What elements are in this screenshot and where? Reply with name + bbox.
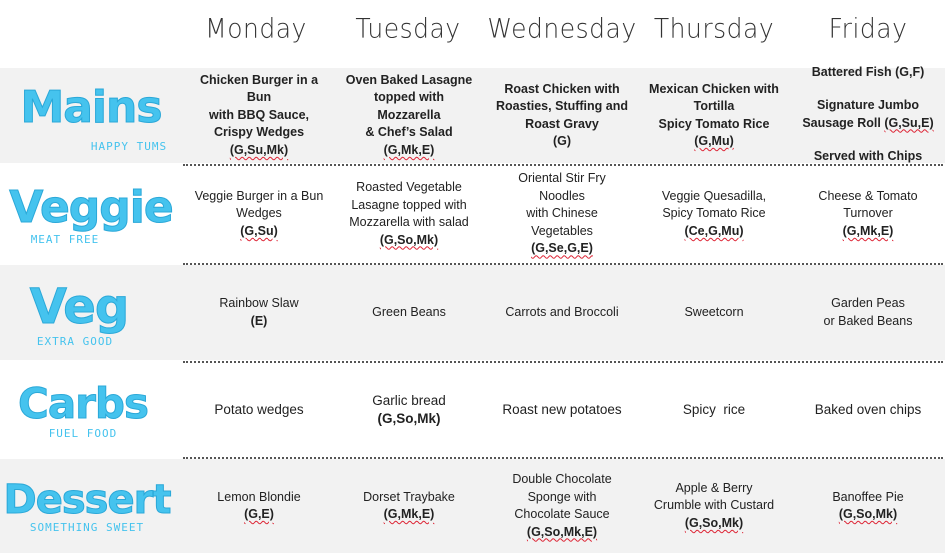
day-thursday: Thursday [653,13,775,44]
allergen-codes: (G) [552,134,572,148]
menu-cell: Battered Fish (G,F) Signature Jumbo Sausage Roll (G,Su,E) Served with Chips [802,65,934,163]
allergen-codes: (G,So,Mk) [838,507,898,521]
menu-cell: Roast new potatoes [502,401,622,417]
category-title: Dessert [3,477,171,523]
category-title: Mains [20,82,162,133]
allergen-codes: (G,Se,G,E) [531,241,593,256]
menu-cell: Dorset Traybake (G,Mk,E) [333,459,485,553]
row-veggie [0,166,945,262]
menu-cell: Garden Peas or Baked Beans [823,296,913,328]
row-carbs [0,363,945,456]
category-mains [0,68,175,163]
category-title: Carbs [18,379,148,428]
menu-cell: Oriental Stir Fry Noodles with Chinese Vegetables (G,Se,G,E) [486,166,638,262]
allergen-codes: (Ce,G,Mu) [684,223,744,238]
day-monday: Monday [205,13,307,44]
menu-cell: Spicy rice [682,401,746,417]
allergen-codes: (G,Su) [240,223,278,238]
menu-cell: Oven Baked Lasagne topped with Mozzarella & Chef’s Salad (G,Mk,E) [333,68,485,163]
menu-cell: Banoffee Pie (G,So,Mk) [792,459,944,553]
allergen-codes: (G,Mk,E) [842,223,894,238]
allergen-codes: (G,So,Mk,E) [526,524,598,539]
menu-cell: Rainbow Slaw (E) [183,265,335,360]
menu-cell: Chicken Burger in a Bun with BBQ Sauce, Crispy Wedges (G,Su,Mk) [183,68,335,163]
menu-cell: Potato wedges [214,401,304,417]
allergen-codes: (G,E) [244,507,274,521]
category-title: Veggie [9,182,173,233]
category-dessert [0,459,175,553]
menu-cell: Mexican Chicken with Tortilla Spicy Tomato Rice (G,Mu) [638,68,790,163]
category-veggie [0,166,175,262]
row-dessert [0,459,945,553]
allergen-codes: (G,So,Mk) [684,515,744,530]
allergen-codes: (G,Su,E) [884,115,934,130]
category-subtitle: SOMETHING SWEET [29,521,145,534]
menu-cell: Apple & Berry Crumble with Custard (G,So,Mk) [638,459,790,553]
menu-cell: Lemon Blondie (G,E) [183,459,335,553]
day-tuesday: Tuesday [355,13,461,44]
menu-cell: Roasted Vegetable Lasagne topped with Mozzarella with salad (G,So,Mk) [333,166,485,262]
category-title: Veg [29,279,129,335]
category-veg [0,265,175,360]
row-mains [0,65,945,163]
allergen-codes: (G,So,Mk) [377,410,441,426]
menu-cell: Sweetcorn [684,304,744,319]
menu-cell: Carrots and Broccoli [505,304,619,319]
menu-cell: Cheese & Tomato Turnover (G,Mk,E) [792,166,944,262]
menu-cell: Baked oven chips [814,401,922,417]
allergen-codes: (G,Mk,E) [383,507,435,521]
category-subtitle: HAPPY TUMS [90,140,168,153]
menu-cell: Roast Chicken with Roasties, Stuffing and Roast Gravy (G) [486,68,638,163]
day-wednesday: Wednesday [487,13,637,44]
menu-cell: Veggie Quesadilla, Spicy Tomato Rice (Ce,G,Mu) [638,166,790,262]
row-veg [0,265,945,360]
allergen-codes: (G,So,Mk) [379,232,439,247]
allergen-codes: (G,Mu) [694,134,734,148]
menu-cell: Green Beans [372,304,446,319]
category-carbs [0,363,175,456]
menu-cell: Veggie Burger in a Bun Wedges (G,Su) [183,166,335,262]
day-header [0,0,945,68]
allergen-codes: (G,Mk,E) [383,142,435,157]
allergen-codes: (G,Su,Mk) [229,142,289,157]
day-friday: Friday [828,13,908,44]
category-subtitle: EXTRA GOOD [36,335,114,348]
category-subtitle: MEAT FREE [30,233,100,246]
menu-cell: Double Chocolate Sponge with Chocolate Sauce (G,So,Mk,E) [486,459,638,553]
category-subtitle: FUEL FOOD [48,427,118,440]
menu-cell: Garlic bread (G,So,Mk) [372,393,446,426]
allergen-codes: (E) [250,313,268,328]
